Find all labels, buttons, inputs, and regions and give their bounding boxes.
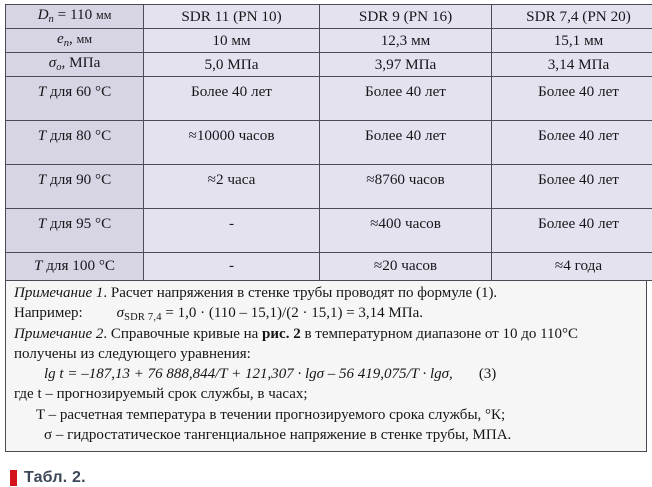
definition-T: T – расчетная температура в течении прогнозируемого срока службы, °К;	[14, 406, 638, 425]
table-row	[6, 77, 652, 121]
table-row	[6, 29, 652, 53]
where-line: где t – прогнозируемый срок службы, в часах;	[14, 385, 638, 404]
example-label: Например:	[14, 305, 83, 321]
cell-value: ≈8760 часов	[320, 165, 492, 209]
cell-value: 5,0 МПа	[144, 53, 320, 77]
cell-value: ≈400 часов	[320, 209, 492, 253]
row-label-temp-90	[6, 165, 144, 209]
cell-value: 10 мм	[144, 29, 320, 53]
table-notes	[5, 281, 647, 452]
symbol-e: e	[57, 30, 64, 47]
label-rest: для 80 °C	[46, 127, 111, 144]
label-rest: для 100 °C	[42, 257, 115, 274]
label-rest: для 60 °C	[46, 83, 111, 100]
symbol-sigma: σ	[49, 54, 57, 71]
note-1-title: Примечание 1	[14, 285, 103, 301]
cell-value: Более 40 лет	[492, 209, 652, 253]
subscript-n: n	[64, 38, 69, 49]
cell-value: -	[144, 253, 320, 281]
table-header-row	[6, 5, 652, 29]
cell-value: Более 40 лет	[320, 121, 492, 165]
symbol-T: T	[38, 215, 46, 232]
row-label-stress	[6, 53, 144, 77]
symbol-T: T	[38, 171, 46, 188]
symbol-T: T	[34, 257, 42, 274]
header-cell-sdr9: SDR 9 (PN 16)	[320, 5, 492, 29]
note-2	[14, 325, 638, 344]
label-rest: для 95 °C	[46, 215, 111, 232]
symbol-T: T	[38, 83, 46, 100]
cell-value: 3,14 МПа	[492, 53, 652, 77]
header-cell-sdr11: SDR 11 (PN 10)	[144, 5, 320, 29]
note-1-text: . Расчет напряжения в стенке трубы проводят по формуле (1).	[103, 285, 497, 301]
row-label-temp-60	[6, 77, 144, 121]
symbol-D: D	[38, 6, 49, 23]
header-cell-diameter	[6, 5, 144, 29]
label-sep: ,	[62, 54, 70, 71]
definition-sigma: σ – гидростатическое тангенциальное напряжение в стенке трубы, МПА.	[14, 426, 638, 445]
header-diameter-rest: = 110	[54, 6, 96, 23]
note-2-line2: получены из следующего уравнения:	[14, 345, 638, 364]
label-rest: для 90 °C	[46, 171, 111, 188]
example-formula: = 1,0 · (110 – 15,1)/(2 · 15,1) = 3,14 МПа.	[162, 305, 423, 321]
table-body	[6, 5, 652, 281]
table-row	[6, 165, 652, 209]
label-unit: мм	[77, 32, 92, 46]
header-diameter-unit: мм	[96, 8, 111, 22]
symbol-sigma: σ	[117, 305, 124, 321]
table-row	[6, 53, 652, 77]
subscript-sdr74: SDR 7,4	[124, 312, 162, 323]
label-sep: ,	[69, 30, 77, 47]
caption-text: Табл. 2.	[24, 469, 86, 487]
label-unit: МПа	[69, 54, 100, 71]
cell-value: ≈10000 часов	[144, 121, 320, 165]
cell-value: ≈4 года	[492, 253, 652, 281]
caption-bullet-icon	[10, 470, 17, 486]
note-1-example	[14, 304, 638, 324]
equation-number: (3)	[453, 365, 497, 384]
cell-value: 3,97 МПа	[320, 53, 492, 77]
row-label-temp-100	[6, 253, 144, 281]
note-2-text-a: . Справочные кривые на	[103, 326, 262, 342]
cell-value: Более 40 лет	[144, 77, 320, 121]
figure-reference: рис. 2	[262, 326, 301, 342]
row-label-temp-80	[6, 121, 144, 165]
equation-line	[14, 365, 638, 384]
row-label-temp-95	[6, 209, 144, 253]
cell-value: ≈2 часа	[144, 165, 320, 209]
note-1	[14, 284, 638, 303]
symbol-T: T	[38, 127, 46, 144]
cell-value: Более 40 лет	[492, 165, 652, 209]
note-2-text-b: в температурном диапазоне от 10 до 110°C	[301, 326, 578, 342]
equation-text: lg t = –187,13 + 76 888,844/T + 121,307 · lgσ – 56 419,075/T · lgσ,	[44, 366, 453, 382]
cell-value: -	[144, 209, 320, 253]
subscript-n: n	[49, 14, 54, 25]
pipe-service-life-table	[5, 4, 652, 281]
table-row	[6, 253, 652, 281]
cell-value: Более 40 лет	[492, 121, 652, 165]
cell-value: ≈20 часов	[320, 253, 492, 281]
figure-caption	[5, 469, 647, 487]
cell-value: 12,3 мм	[320, 29, 492, 53]
cell-value: Более 40 лет	[492, 77, 652, 121]
subscript-o: o	[56, 62, 61, 73]
header-cell-sdr74: SDR 7,4 (PN 20)	[492, 5, 652, 29]
note-2-title: Примечание 2	[14, 326, 103, 342]
table-row	[6, 209, 652, 253]
table-row	[6, 121, 652, 165]
row-label-wall-thickness	[6, 29, 144, 53]
cell-value: Более 40 лет	[320, 77, 492, 121]
cell-value: 15,1 мм	[492, 29, 652, 53]
